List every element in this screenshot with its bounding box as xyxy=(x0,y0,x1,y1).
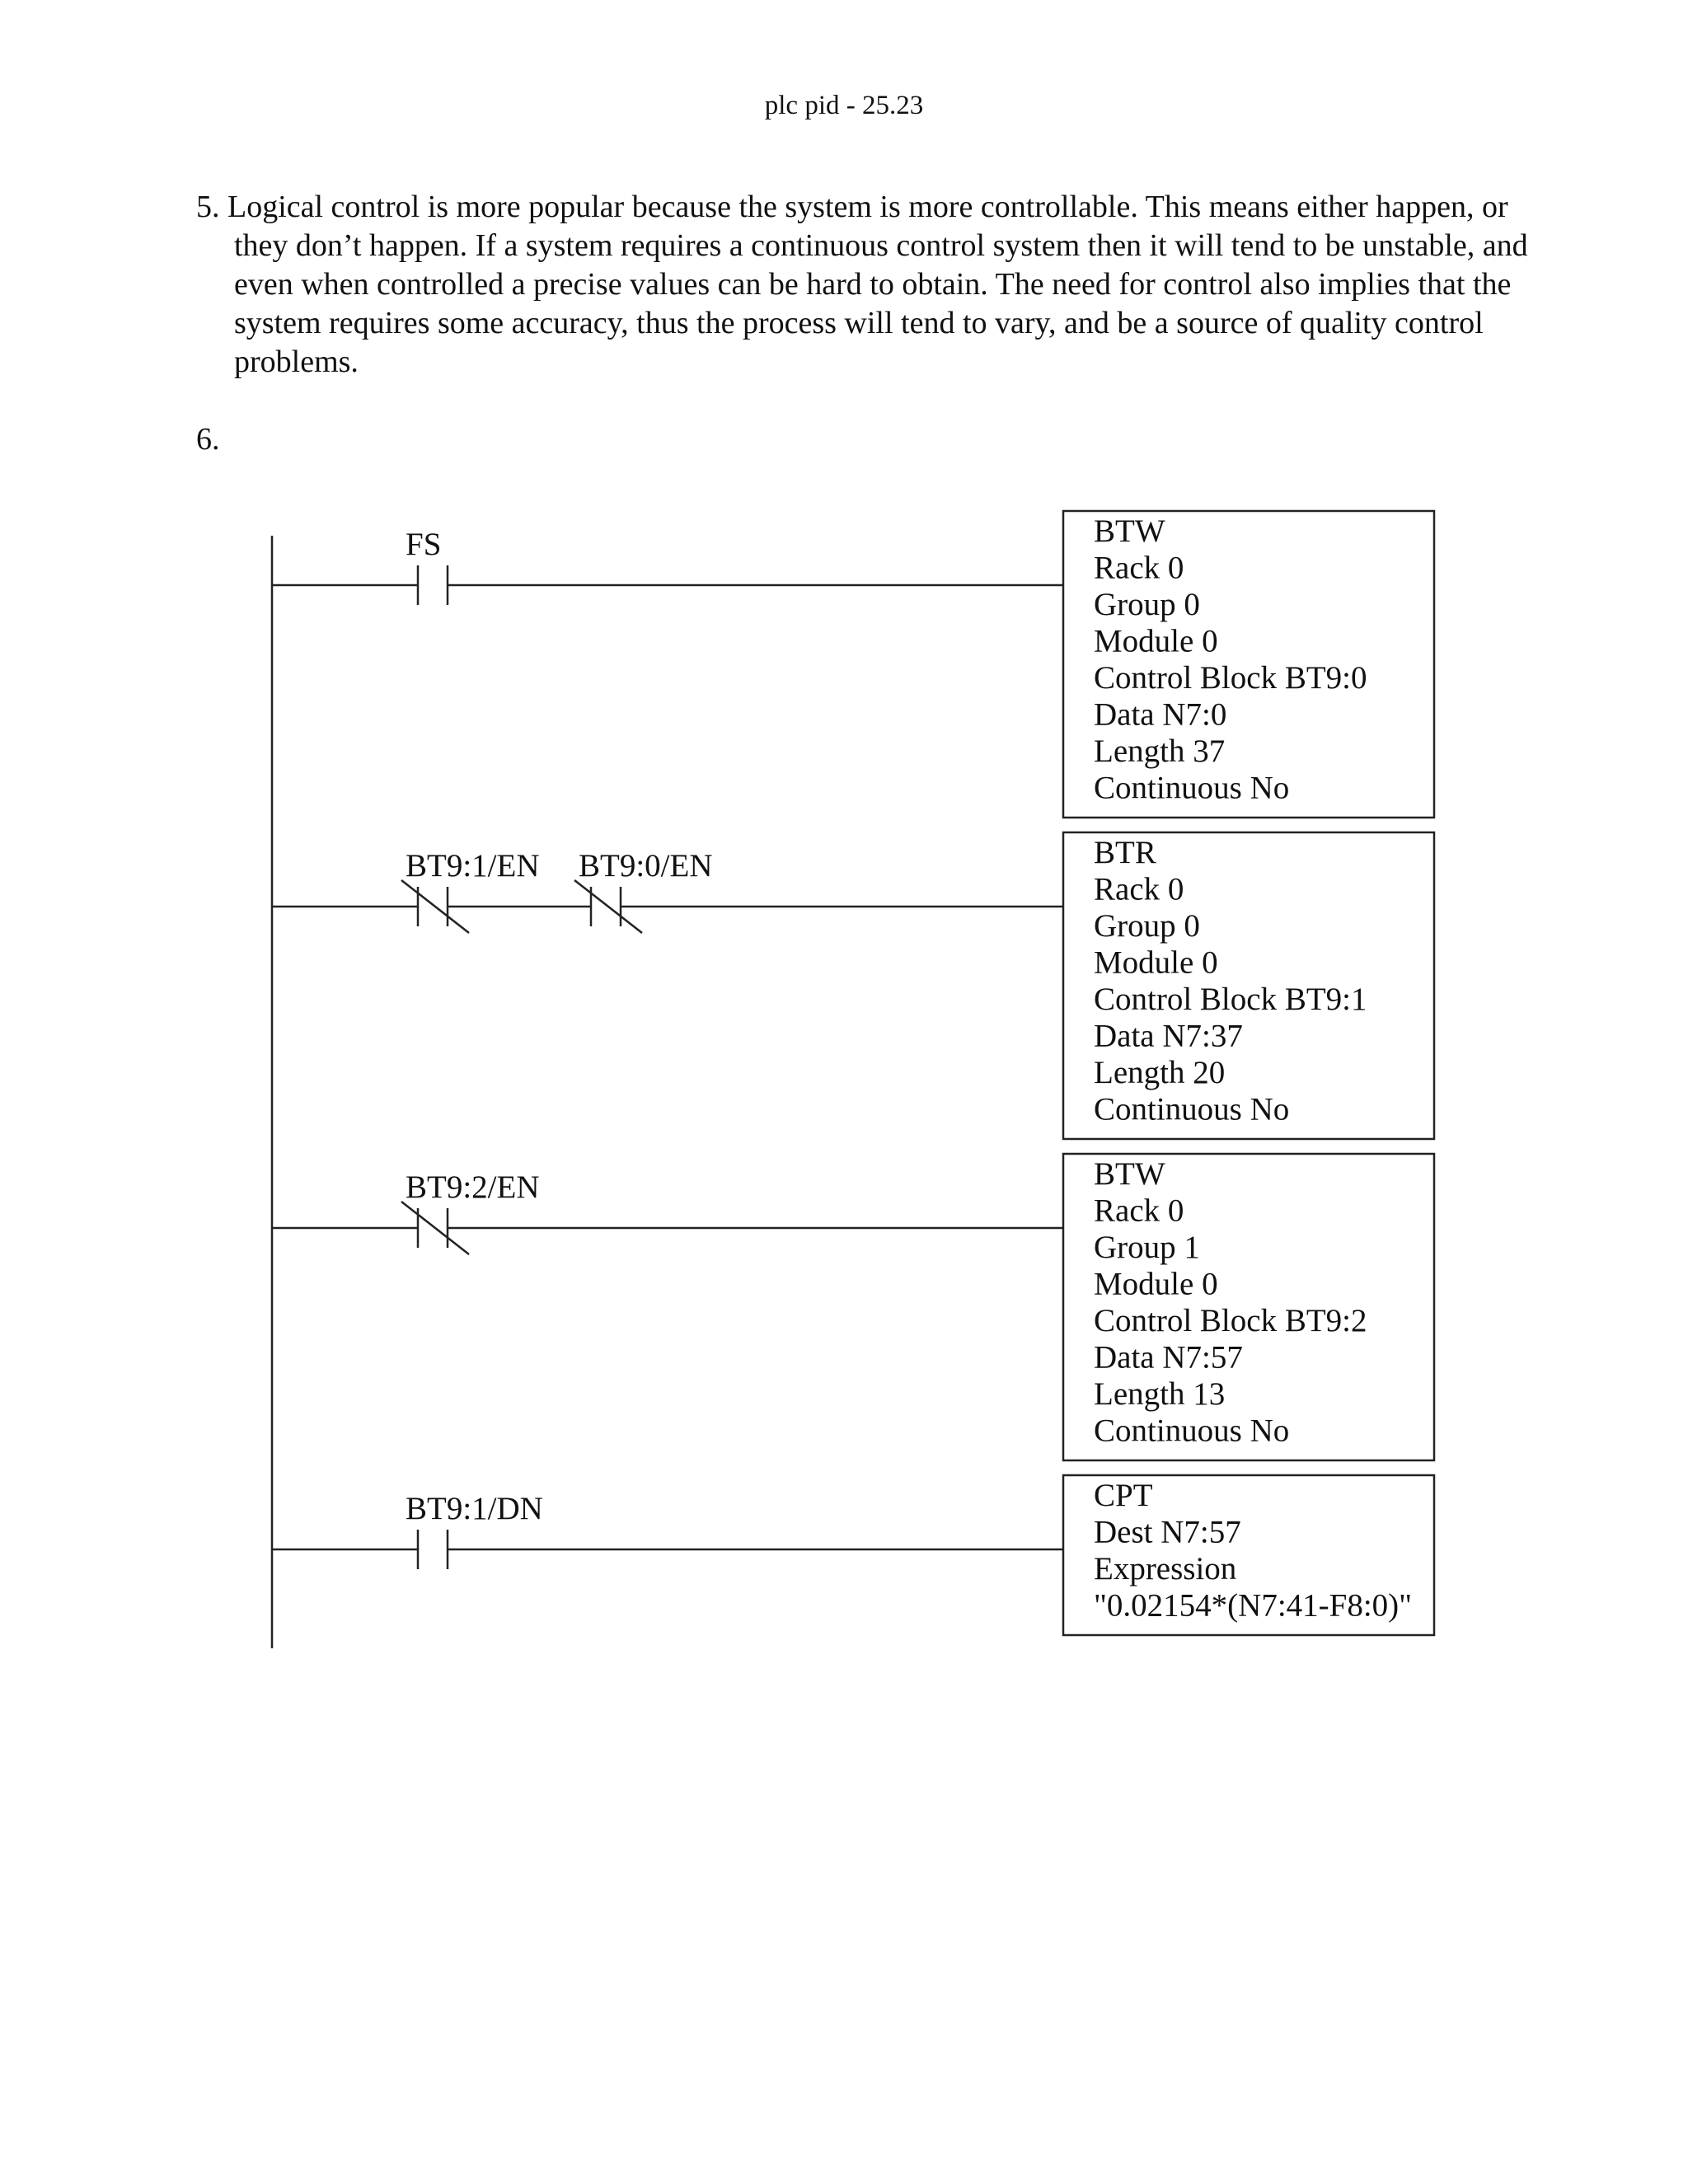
instruction-mnemonic: BTW xyxy=(1094,1156,1165,1192)
instruction-parameter: Group 0 xyxy=(1094,908,1200,944)
instruction-parameter: Data N7:57 xyxy=(1094,1339,1243,1376)
instruction-parameter: Expression xyxy=(1094,1551,1237,1586)
rungs-layer xyxy=(272,511,1434,1635)
instruction-parameter: Continuous No xyxy=(1094,1413,1290,1449)
instruction-parameter: Length 13 xyxy=(1094,1376,1226,1412)
contact-label: BT9:1/EN xyxy=(406,848,540,883)
page-header: plc pid - 25.23 xyxy=(764,91,924,120)
instruction-mnemonic: BTW xyxy=(1094,513,1165,549)
contact-label: BT9:1/DN xyxy=(406,1491,543,1526)
instruction-parameter: Continuous No xyxy=(1094,770,1290,806)
instruction-parameter: Control Block BT9:1 xyxy=(1094,982,1367,1017)
answer-6-label: 6. xyxy=(196,422,220,457)
answer-5-paragraph: 5. Logical control is more popular because the system is more controllable. This means either happen, or they don’t happen. If a system requires a continuous control system then it will tend to be unstable, and even when controlled a precise values can be hard to obtain. The need for control also implies that the system requires some accuracy, thus the process will tend to vary, and be a source of quality control problems. xyxy=(196,190,1528,379)
instruction-parameter: Control Block BT9:2 xyxy=(1094,1303,1367,1338)
instruction-parameter: Module 0 xyxy=(1094,623,1218,659)
instruction-parameter: Data N7:0 xyxy=(1094,696,1227,733)
instruction-parameter: Continuous No xyxy=(1094,1091,1290,1127)
instruction-parameter: Group 0 xyxy=(1094,587,1200,622)
instruction-parameter: "0.02154*(N7:41-F8:0)" xyxy=(1094,1587,1413,1624)
instruction-mnemonic: BTR xyxy=(1094,835,1156,870)
instruction-parameter: Control Block BT9:0 xyxy=(1094,660,1367,696)
instruction-parameter: Rack 0 xyxy=(1094,550,1184,586)
instruction-parameter: Length 20 xyxy=(1094,1055,1226,1090)
contact-label: FS xyxy=(406,527,442,562)
instruction-parameter: Length 37 xyxy=(1094,733,1226,769)
instruction-parameter: Dest N7:57 xyxy=(1094,1514,1241,1550)
instruction-parameter: Data N7:37 xyxy=(1094,1018,1243,1054)
instruction-parameter: Module 0 xyxy=(1094,1266,1218,1302)
instruction-parameter: Rack 0 xyxy=(1094,871,1184,907)
contact-label: BT9:0/EN xyxy=(579,848,713,883)
instruction-parameter: Rack 0 xyxy=(1094,1193,1184,1229)
instruction-parameter: Module 0 xyxy=(1094,944,1218,981)
instruction-mnemonic: CPT xyxy=(1094,1478,1153,1513)
instruction-parameter: Group 1 xyxy=(1094,1230,1200,1265)
contact-label: BT9:2/EN xyxy=(406,1169,540,1205)
